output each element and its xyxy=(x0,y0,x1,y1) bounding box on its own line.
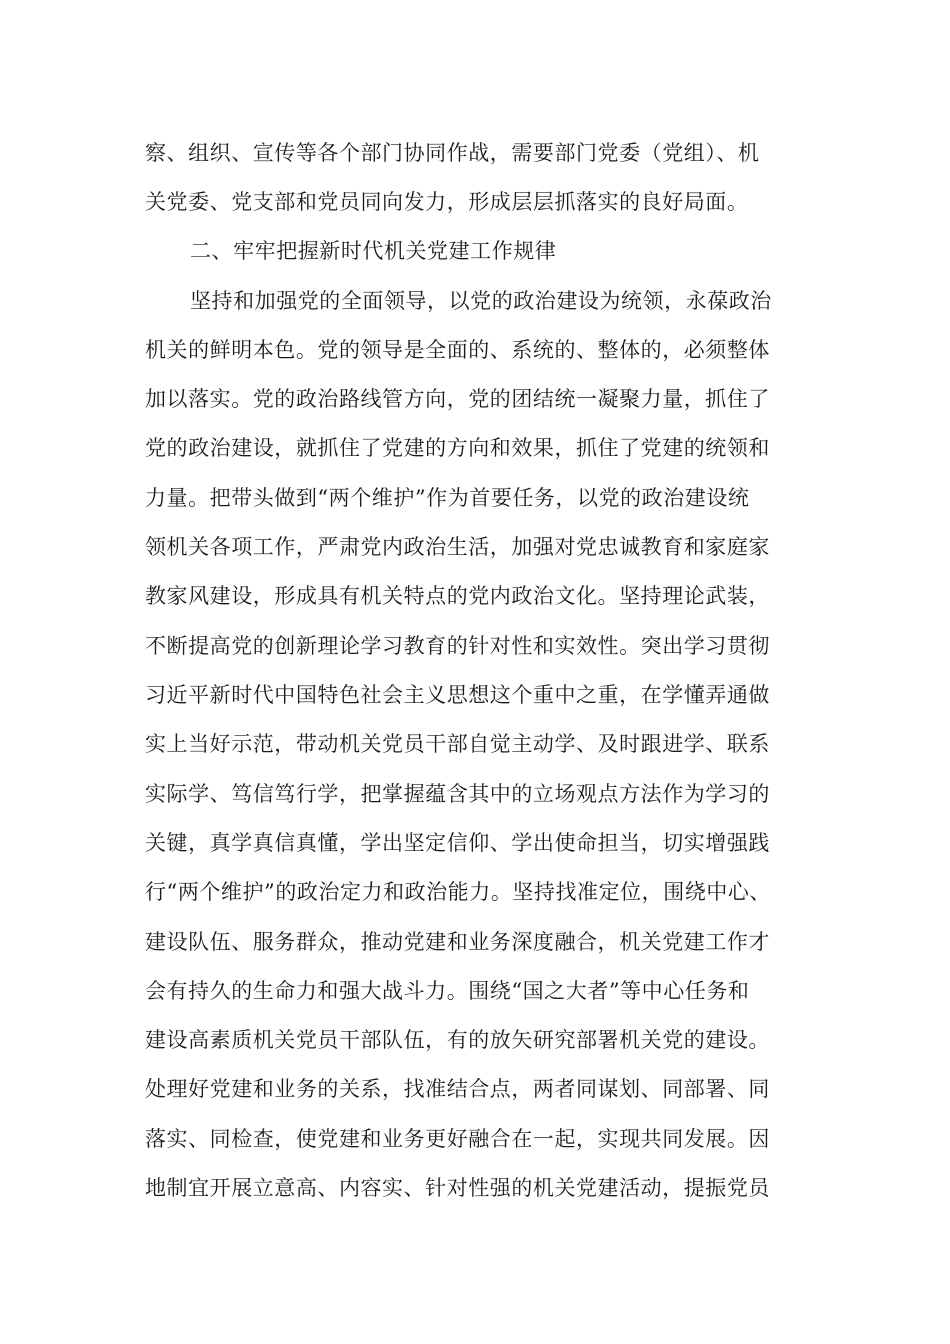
text-line: 察、组织、宣传等各个部门协同作战，需要部门党委（党组）、机 xyxy=(145,141,760,165)
text-line: 落实、同检查，使党建和业务更好融合在一起，实现共同发展。因 xyxy=(145,1127,770,1151)
text-line: 教家风建设，形成具有机关特点的党内政治文化。坚持理论武装， xyxy=(145,584,770,608)
section-heading: 二、牢牢把握新时代机关党建工作规律 xyxy=(190,239,557,263)
text-line: 建设队伍、服务群众，推动党建和业务深度融合，机关党建工作才 xyxy=(145,930,770,954)
text-line: 行“两个维护”的政治定力和政治能力。坚持找准定位，围绕中心、 xyxy=(145,880,771,904)
text-line: 党的政治建设，就抓住了党建的方向和效果，抓住了党建的统领和 xyxy=(145,436,770,460)
text-line: 建设高素质机关党员干部队伍，有的放矢研究部署机关党的建设。 xyxy=(145,1028,770,1052)
paragraph-first-line: 坚持和加强党的全面领导，以党的政治建设为统领，永葆政治 xyxy=(190,289,772,313)
text-line: 关党委、党支部和党员同向发力，形成层层抓落实的良好局面。 xyxy=(145,190,749,214)
text-line: 领机关各项工作，严肃党内政治生活，加强对党忠诚教育和家庭家 xyxy=(145,535,770,559)
text-line: 实上当好示范，带动机关党员干部自觉主动学、及时跟进学、联系 xyxy=(145,732,770,756)
text-line: 实际学、笃信笃行学，把掌握蕴含其中的立场观点方法作为学习的 xyxy=(145,782,770,806)
text-line: 会有持久的生命力和强大战斗力。围绕“国之大者”等中心任务和 xyxy=(145,979,750,1003)
text-line: 力量。把带头做到“两个维护”作为首要任务，以党的政治建设统 xyxy=(145,486,750,510)
text-line: 关键，真学真信真懂，学出坚定信仰、学出使命担当，切实增强践 xyxy=(145,831,770,855)
text-line: 习近平新时代中国特色社会主义思想这个重中之重，在学懂弄通做 xyxy=(145,683,770,707)
text-line: 地制宜开展立意高、内容实、针对性强的机关党建活动，提振党员 xyxy=(145,1176,770,1200)
text-line: 不断提高党的创新理论学习教育的针对性和实效性。突出学习贯彻 xyxy=(145,634,770,658)
text-line: 机关的鲜明本色。党的领导是全面的、系统的、整体的，必须整体 xyxy=(145,338,770,362)
text-line: 加以落实。党的政治路线管方向，党的团结统一凝聚力量，抓住了 xyxy=(145,387,770,411)
text-line: 处理好党建和业务的关系，找准结合点，两者同谋划、同部署、同 xyxy=(145,1077,770,1101)
